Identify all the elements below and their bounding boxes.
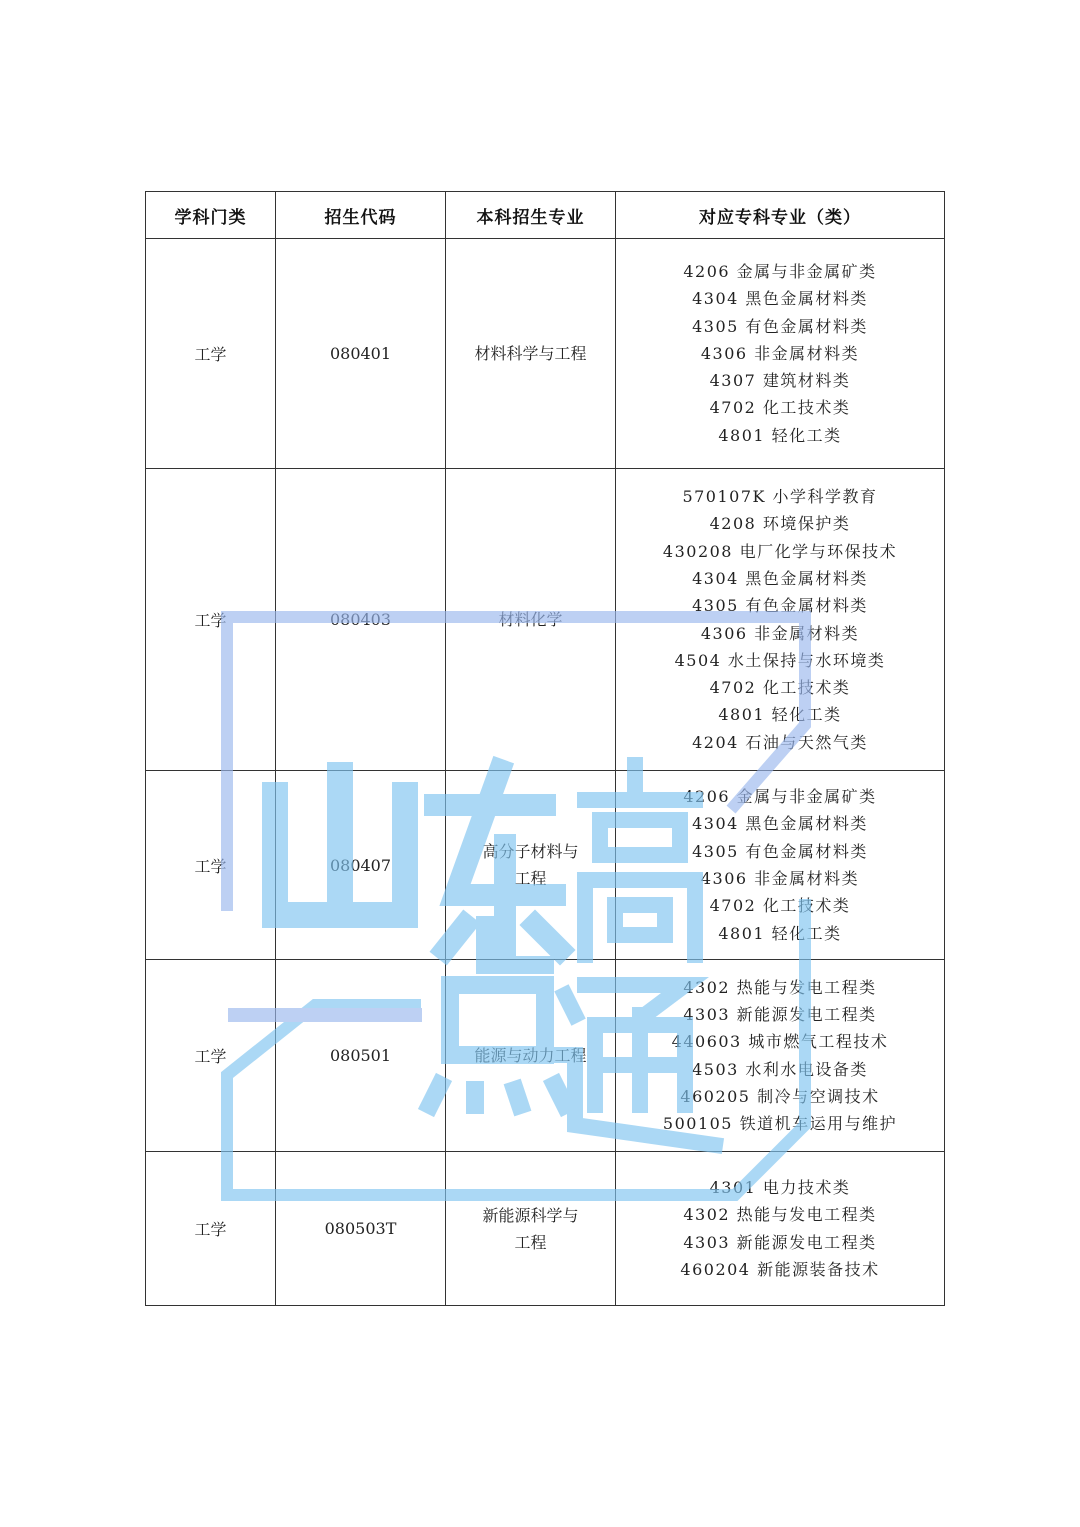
cell-related-majors: [616, 960, 945, 1152]
cell-category: 工学: [146, 960, 276, 1152]
list-item: 4504 水土保持与水环境类: [674, 650, 886, 670]
list-item: 4801 轻化工类: [718, 923, 842, 943]
list-item: 430208 电厂化学与环保技术: [662, 541, 898, 561]
list-item: 460205 制冷与空调技术: [680, 1086, 880, 1106]
list-item: 4208 环境保护类: [709, 514, 851, 534]
list-item: 4702 化工技术类: [709, 678, 851, 698]
list-item: 4302 热能与发电工程类: [683, 977, 877, 997]
list-item: 4801 轻化工类: [718, 425, 842, 445]
table-row: [146, 469, 945, 771]
list-item: 440603 城市燃气工程技术: [671, 1032, 889, 1052]
list-item: 4304 黑色金属材料类: [692, 568, 868, 588]
cell-category: 工学: [146, 1152, 276, 1306]
major-line: 材料科学与工程: [474, 344, 587, 363]
list-item: 4306 非金属材料类: [700, 623, 860, 643]
major-line: 新能源科学与: [482, 1205, 579, 1225]
major-line: 能源与动力工程: [474, 1046, 587, 1065]
majors-table: [145, 191, 945, 1306]
list-item: 570107K 小学科学教育: [682, 487, 878, 507]
list-item: 4503 水利水电设备类: [692, 1059, 868, 1079]
list-item: 4702 化工技术类: [709, 398, 851, 418]
list-item: 4305 有色金属材料类: [692, 316, 868, 336]
cell-code: 080407: [276, 771, 446, 960]
cell-major: [446, 960, 616, 1152]
list-item: 4304 黑色金属材料类: [692, 814, 868, 834]
list-item: 4306 非金属材料类: [700, 343, 860, 363]
list-item: 460204 新能源装备技术: [680, 1259, 880, 1279]
header-major: 本科招生专业: [446, 192, 616, 239]
table-row: [146, 771, 945, 960]
cell-code: 080503T: [276, 1152, 446, 1306]
cell-related-majors: [616, 469, 945, 771]
cell-major: [446, 469, 616, 771]
list-item: 4303 新能源发电工程类: [683, 1004, 877, 1024]
list-item: 4702 化工技术类: [709, 896, 851, 916]
header-code: 招生代码: [276, 192, 446, 239]
header-related-majors: 对应专科专业（类）: [616, 192, 945, 239]
table-header-row: [146, 192, 945, 239]
list-item: 4305 有色金属材料类: [692, 841, 868, 861]
cell-code: 080401: [276, 239, 446, 469]
major-line: 材料化学: [498, 610, 563, 629]
list-item: 4303 新能源发电工程类: [683, 1232, 877, 1252]
table-row: [146, 960, 945, 1152]
list-item: 4307 建筑材料类: [709, 371, 851, 391]
table-row: [146, 1152, 945, 1306]
major-line: 高分子材料与: [482, 842, 579, 861]
cell-major: [446, 771, 616, 960]
list-item: 4306 非金属材料类: [700, 869, 860, 888]
major-line: 工程: [514, 1232, 547, 1252]
list-item: 4206 金属与非金属矿类: [683, 787, 877, 807]
list-item: 4206 金属与非金属矿类: [683, 261, 877, 281]
list-item: 500105 铁道机车运用与维护: [662, 1114, 898, 1134]
list-item: 4801 轻化工类: [718, 705, 842, 725]
cell-related-majors: [616, 771, 945, 960]
header-category: 学科门类: [146, 192, 276, 239]
list-item: 4302 热能与发电工程类: [683, 1205, 877, 1225]
cell-code: 080403: [276, 469, 446, 771]
cell-code: 080501: [276, 960, 446, 1152]
major-line: 工程: [514, 869, 547, 888]
cell-category: 工学: [146, 771, 276, 960]
cell-major: [446, 239, 616, 469]
list-item: 4305 有色金属材料类: [692, 596, 868, 616]
cell-major: [446, 1152, 616, 1306]
cell-category: 工学: [146, 239, 276, 469]
cell-category: 工学: [146, 469, 276, 771]
list-item: 4204 石油与天然气类: [692, 732, 868, 752]
cell-related-majors: [616, 239, 945, 469]
table-row: [146, 239, 945, 469]
cell-related-majors: [616, 1152, 945, 1306]
list-item: 4301 电力技术类: [709, 1177, 851, 1197]
list-item: 4304 黑色金属材料类: [692, 289, 868, 309]
